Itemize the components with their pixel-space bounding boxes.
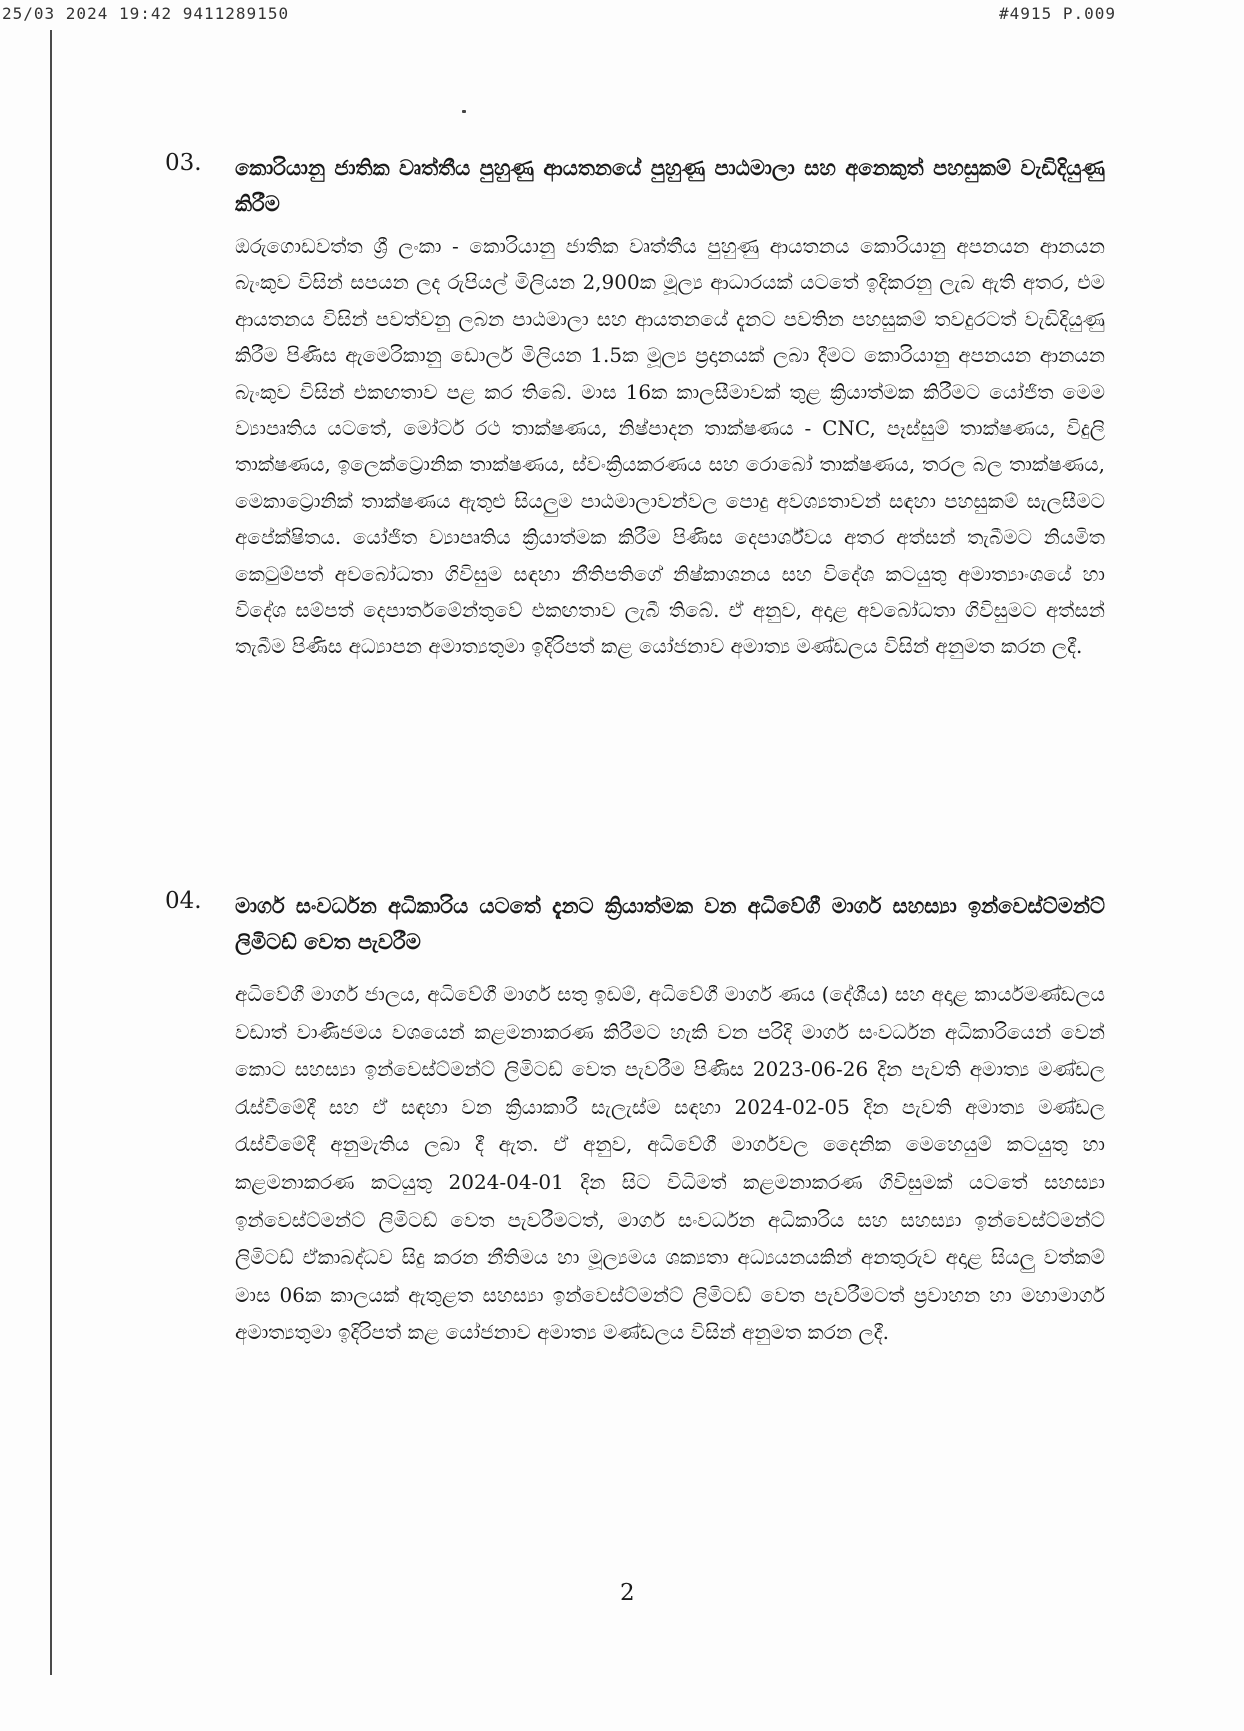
section-body: ඔරුගොඩවත්ත ශ්‍රී ලංකා - කොරියානු ජාතික වෘත්තීය පුහුණු ආයතනය කොරියානු අපනයන ආනයන බැංකුව විසින් සපයන ලද රුපියල් මිලියන 2,900ක මූල්‍ය ආධාරයක් යටතේ ඉදිකරනු ලැබ ඇති අතර, එම ආයතනය විසින් පවත්වනු ලබන පාඨමාලා සහ ආයතනයේ දැනට පවතින පහසුකම් තවදුරටත් වැඩිදියුණු කිරීම පිණිස ඇමෙරිකානු ඩොලර් මිලියන 1.5ක මූල්‍ය ප්‍රදානයක් ලබා දීමට කොරියානු අපනයන ආනයන බැංකුව විසින් එකඟතාව පළ කර තිබේ. මාස 16ක කාලසීමාවක් තුළ ක්‍රියාත්මක කිරීමට යෝජිත මෙම ව්‍යාපෘතිය යටතේ, මෝටර් රථ තාක්ෂණය, නිෂ්පාදන තාක්ෂණය - CNC, පෑස්සුම් තාක්ෂණය, විදුලි තාක්ෂණය, ඉලෙක්ට්‍රොනික තාක්ෂණය, ස්වංක්‍රියකරණය සහ රොබෝ තාක්ෂණය, තරල බල තාක්ෂණය, මෙකාට්‍රොනික් තාක්ෂණය ඇතුළු සියලුම පාඨමාලාවන්වල පොදු අවශ්‍යතාවන් සඳහා පහසුකම් සැලසීමට අපේක්ෂිතය. යෝජිත ව්‍යාපෘතිය ක්‍රියාත්මක කිරීම පිණිස දෙපාර්ශ්වය අතර අත්සන් තැබීමට නියමිත කෙටුම්පත් අවබෝධතා ගිවිසුම සඳහා නීතිපතිගේ නිෂ්කාශනය සහ විදේශ කටයුතු අමාත්‍යාංශයේ හා විදේශ සම්පත් දෙපාර්තමේන්තුවේ එකඟතාව ලැබී තිබේ. ඒ අනුව, අදාළ අවබෝධතා ගිවිසුමට අත්සන් තැබීම පිණිස අධ්‍යාපන අමාත්‍යතුමා ඉදිරිපත් කළ යෝජනාව අමාත්‍ය මණ්ඩලය විසින් අනුමත කරන ලදී.	[235, 234, 1105, 659]
scan-speck	[462, 110, 466, 113]
section-number: 03.	[165, 150, 202, 176]
binding-margin-line	[50, 30, 52, 1675]
fax-header-page-ref: #4915 P.009	[999, 4, 1116, 23]
section-body: අධිවේගී මාර්ග ජාලය, අධිවේගී මාර්ග සතු ඉඩම්, අධිවේගී මාර්ග ණය (දේශීය) සහ අදාළ කාර්යමණ්ඩලය වඩාත් වාණිජමය වශයෙන් කළමනාකරණ කිරීමට හැකි වන පරිදි මාර්ග සංවර්ධන අධිකාරියෙන් වෙන් කොට සහස්‍යා ඉන්වෙස්ට්මන්ට් ලිමිටඩ් වෙත පැවරීම පිණිස 2023-06-26 දින පැවති අමාත්‍ය මණ්ඩල රැස්වීමේදී සහ ඒ සඳහා වන ක්‍රියාකාරී සැලැස්ම සඳහා 2024-02-05 දින පැවති අමාත්‍ය මණ්ඩල රැස්වීමේදී අනුමැතිය ලබා දී ඇත. ඒ අනුව, අධිවේගී මාර්ගවල දෛනික මෙහෙයුම් කටයුතු හා කළමනාකරණ කටයුතු 2024-04-01 දින සිට විධිමත් කළමනාකරණ ගිවිසුමක් යටතේ සහස්‍යා ඉන්වෙස්ට්මන්ට් ලිමිටඩ් වෙත පැවරීමටත්, මාර්ග සංවර්ධන අධිකාරිය සහ සහස්‍යා ඉන්වෙස්ට්මන්ට් ලිමිටඩ් ඒකාබද්ධව සිදු කරන නීතිමය හා මූල්‍යමය ශක්‍යතා අධ්‍යයනයකින් අනතුරුව අදාළ සියලු වත්කම් මාස 06ක කාලයක් ඇතුළත සහස්‍යා ඉන්වෙස්ට්මන්ට් ලිමිටඩ් වෙත පැවරීමටත් ප්‍රවාහන හා මහාමාර්ග අමාත්‍යතුමා ඉදිරිපත් කළ යෝජනාව අමාත්‍ය මණ්ඩලය විසින් අනුමත කරන ලදී.	[235, 982, 1105, 1345]
fax-header-timestamp: 25/03 2024 19:42 9411289150	[2, 4, 290, 23]
section-title: මාර්ග සංවර්ධන අධිකාරිය යටතේ දැනට ක්‍රියාත්මක වන අධිවේගී මාර්ග සහස්‍යා ඉන්වෙස්ට්මන්ට් ලිමිටඩ් වෙත පැවරීම	[235, 893, 1105, 954]
section-title: කොරියානු ජාතික වෘත්තීය පුහුණු ආයතනයේ පුහුණු පාඨමාලා සහ අනෙකුත් පහසුකම් වැඩිදියුණු කිරීම	[235, 155, 1105, 216]
page-number: 2	[620, 1580, 635, 1606]
section-number: 04.	[165, 888, 202, 914]
